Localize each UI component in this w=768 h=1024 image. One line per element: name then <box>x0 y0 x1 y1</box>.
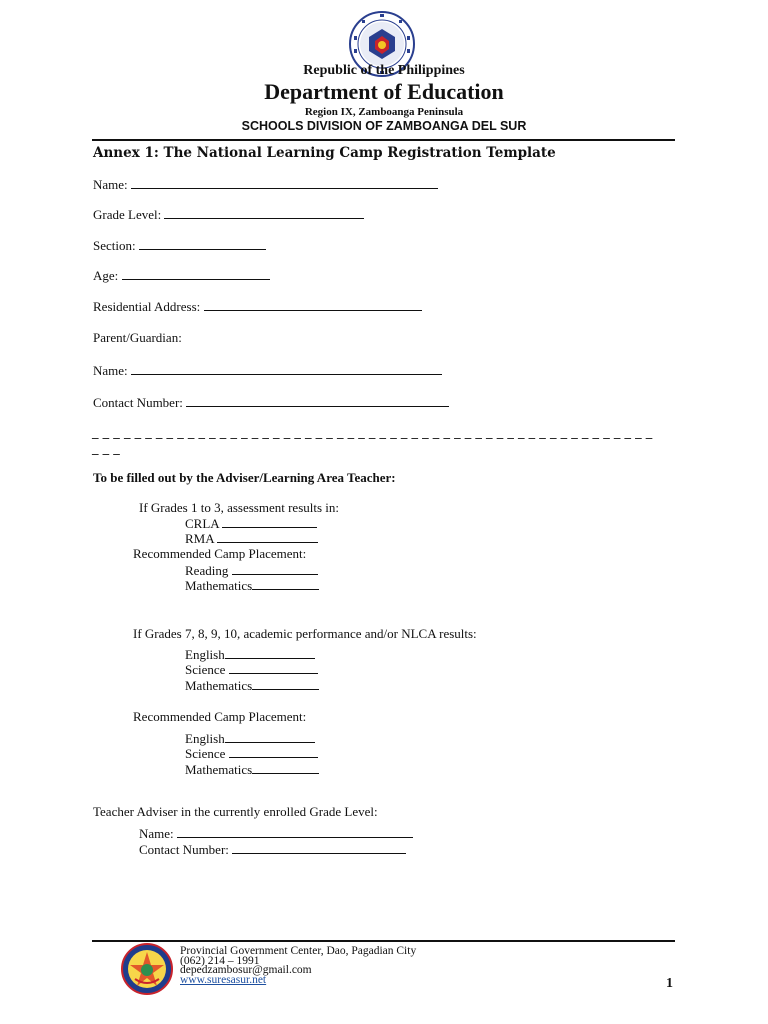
cut-line-continuation: _ _ _ <box>92 441 121 456</box>
contact-number-blank[interactable] <box>186 394 449 407</box>
teacher-contact-label: Contact Number: <box>139 842 229 857</box>
contact-number-label: Contact Number: <box>93 395 183 410</box>
section-label: Section: <box>93 238 136 253</box>
teacher-contact-field[interactable] <box>139 841 406 858</box>
division-line: SCHOOLS DIVISION OF ZAMBOANGA DEL SUR <box>241 119 527 133</box>
science-blank-1[interactable] <box>229 661 318 674</box>
republic-line: Republic of the Philippines <box>303 63 465 78</box>
mathematics-field-1[interactable] <box>185 577 319 594</box>
mathematics-blank-2[interactable] <box>252 677 319 690</box>
guardian-name-label: Name: <box>93 363 128 378</box>
grade-level-blank[interactable] <box>164 206 364 219</box>
crla-blank[interactable] <box>222 515 317 528</box>
footer-email[interactable]: depedzambosur@gmail.com <box>180 964 312 976</box>
mathematics-blank-1[interactable] <box>252 577 319 590</box>
rma-field[interactable] <box>185 530 318 547</box>
rma-blank[interactable] <box>217 530 318 543</box>
footer-address: Provincial Government Center, Dao, Pagadian City <box>180 945 417 957</box>
adviser-section-heading: To be filled out by the Adviser/Learning Area Teacher: <box>93 470 396 485</box>
address-field[interactable] <box>93 298 422 315</box>
header-divider <box>92 139 675 141</box>
teacher-name-field[interactable] <box>139 825 413 842</box>
teacher-contact-blank[interactable] <box>232 841 406 854</box>
recommended-placement-label-1: Recommended Camp Placement: <box>133 546 307 561</box>
name-field[interactable] <box>93 176 438 193</box>
mathematics-blank-3[interactable] <box>252 761 319 774</box>
age-field[interactable] <box>93 267 270 284</box>
english-blank-1[interactable] <box>225 646 315 659</box>
footer-phone: (062) 214 – 1991 <box>180 955 260 967</box>
english-blank-2[interactable] <box>225 730 315 743</box>
cut-line: _ _ _ _ _ _ _ _ _ _ _ _ _ _ _ _ _ _ _ _ _ _ _ _ _ _ _ _ _ _ _ _ _ _ _ _ _ _ _ _ _ _ _ _ _ _ _ _ _ _ _ _ _ <box>92 425 653 440</box>
footer-divider <box>92 940 675 942</box>
address-blank[interactable] <box>204 298 422 311</box>
science-label-2: Science <box>185 746 226 761</box>
english-label-1: English <box>185 647 225 662</box>
teacher-name-label: Name: <box>139 826 174 841</box>
age-label: Age: <box>93 268 119 283</box>
grade-level-label: Grade Level: <box>93 207 162 222</box>
department-title: Department of Education <box>264 79 504 104</box>
grades-1-3-label: If Grades 1 to 3, assessment results in: <box>139 500 340 515</box>
mathematics-label-1: Mathematics <box>185 578 253 593</box>
science-label-1: Science <box>185 662 226 677</box>
mathematics-field-2[interactable] <box>185 677 319 694</box>
address-label: Residential Address: <box>93 299 201 314</box>
reading-blank[interactable] <box>232 562 318 575</box>
division-logo <box>121 943 173 995</box>
mathematics-label-2: Mathematics <box>185 678 253 693</box>
footer-website-link[interactable]: www.suresasur.net <box>180 974 267 986</box>
section-field[interactable] <box>93 237 266 254</box>
recommended-placement-label-2: Recommended Camp Placement: <box>133 709 307 724</box>
region-line: Region IX, Zamboanga Peninsula <box>304 106 464 118</box>
name-blank[interactable] <box>131 176 438 189</box>
name-label: Name: <box>93 177 128 192</box>
mathematics-field-3[interactable] <box>185 761 319 778</box>
mathematics-label-3: Mathematics <box>185 762 253 777</box>
page-number: 1 <box>666 976 673 991</box>
reading-label: Reading <box>185 563 229 578</box>
teacher-adviser-heading: Teacher Adviser in the currently enrolled Grade Level: <box>93 804 378 819</box>
science-blank-2[interactable] <box>229 745 318 758</box>
page-title: Annex 1: The National Learning Camp Registration Template <box>93 145 556 161</box>
science-field-2[interactable] <box>185 745 318 762</box>
section-blank[interactable] <box>139 237 266 250</box>
parent-guardian-label: Parent/Guardian: <box>93 330 182 345</box>
science-field-1[interactable] <box>185 661 318 678</box>
guardian-name-blank[interactable] <box>131 362 442 375</box>
grades-7-10-label: If Grades 7, 8, 9, 10, academic performance and/or NLCA results: <box>133 626 477 641</box>
crla-label: CRLA <box>185 516 219 531</box>
age-blank[interactable] <box>122 267 270 280</box>
guardian-name-field[interactable] <box>93 362 442 379</box>
teacher-name-blank[interactable] <box>177 825 413 838</box>
grade-level-field[interactable] <box>93 206 364 223</box>
contact-number-field[interactable] <box>93 394 449 411</box>
rma-label: RMA <box>185 531 214 546</box>
english-label-2: English <box>185 731 225 746</box>
